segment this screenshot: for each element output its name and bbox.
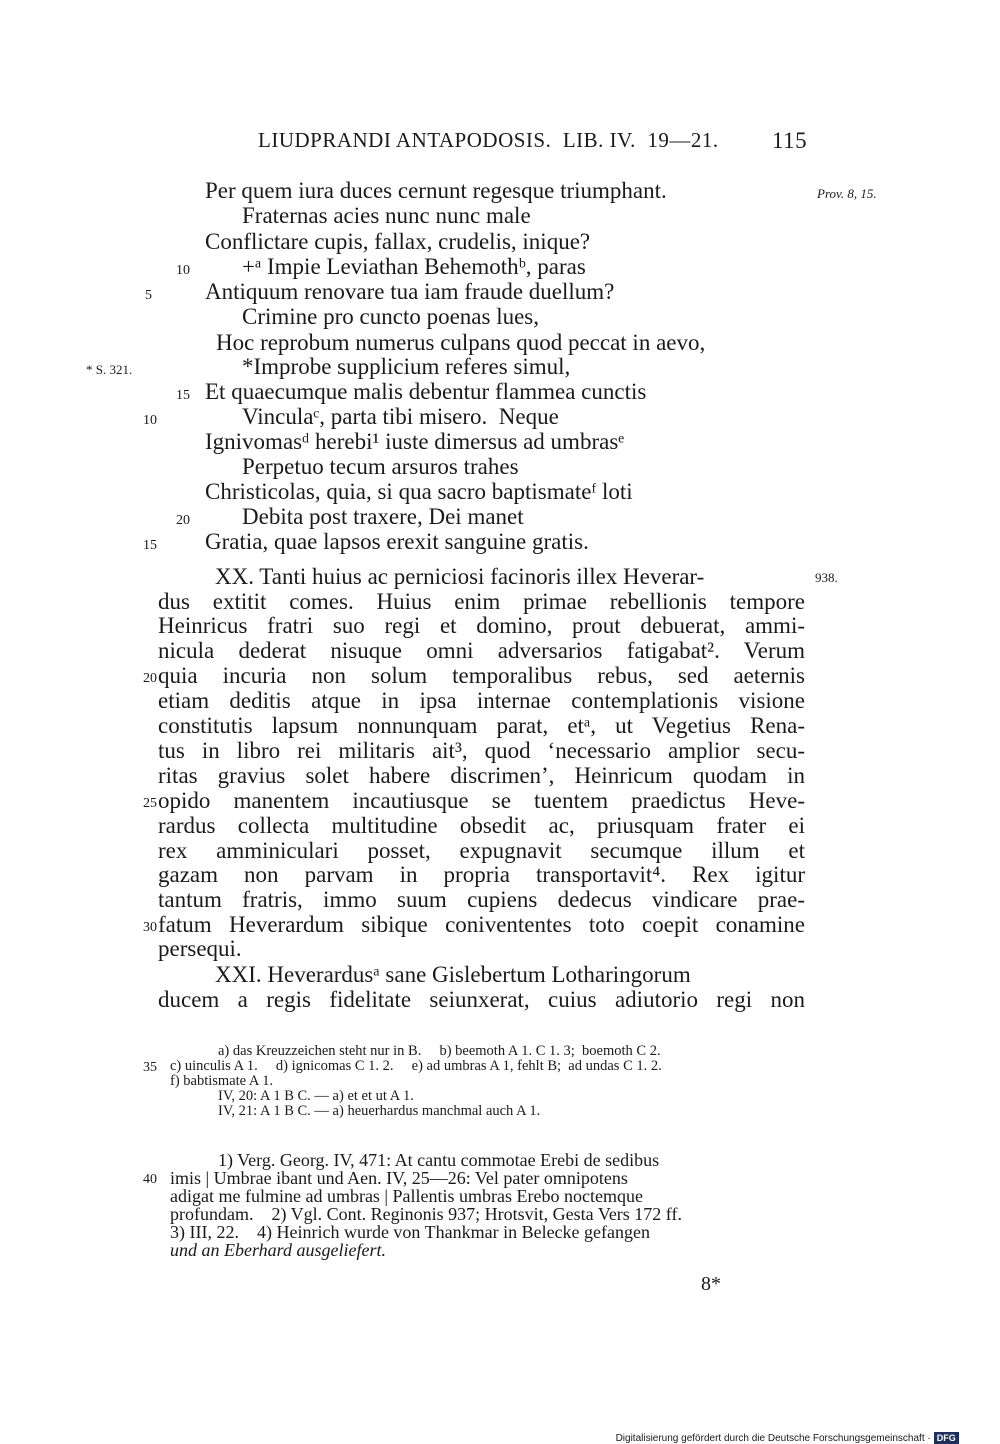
line-number: 25 — [143, 796, 157, 811]
line-number: 20 — [176, 513, 190, 528]
prose-line: XXI. Heverardusᵃ sane Gislebertum Lotharingorum — [215, 962, 691, 987]
verse-line: Ignivomasᵈ herebi¹ iuste dimersus ad umbrasᵉ — [205, 429, 625, 454]
margin-note-page-ref: * S. 321. — [86, 362, 133, 377]
prose-line: rex amminiculari posset, expugnavit secumque illum et — [158, 838, 805, 863]
prose-line: ritas gravius solet habere discrimen’, Heinricum quodam in — [158, 763, 805, 788]
footnote-line: profundam. 2) Vgl. Cont. Reginonis 937; Hrotsvit, Gesta Vers 172 ff. — [170, 1204, 682, 1224]
footer-text: Digitalisierung gefördert durch die Deutsche Forschungsgemeinschaft · — [615, 1433, 931, 1444]
footer — [610, 1421, 959, 1444]
footnote-line: 1) Verg. Georg. IV, 471: At cantu commotae Erebi de sedibus — [218, 1150, 660, 1170]
apparatus-line: c) uinculis A 1. d) ignicomas C 1. 2. e) ad umbras A 1, fehlt B; ad undas C 1. 2. — [170, 1058, 662, 1074]
apparatus-line: f) babtismate A 1. — [170, 1073, 274, 1089]
prose-line: Heinricus fratri suo regi et domino, prout debuerat, ammi- — [158, 613, 805, 638]
page-number: 115 — [772, 128, 808, 153]
prose-line: XX. Tanti huius ac perniciosi facinoris illex Heverar- — [215, 564, 705, 589]
verse-line: Antiquum renovare tua iam fraude duellum? — [205, 279, 615, 304]
verse-line: Et quaecumque malis debentur flammea cunctis — [205, 379, 647, 404]
line-number: 35 — [143, 1060, 157, 1075]
verse-line: Fraternas acies nunc nunc male — [242, 203, 531, 228]
line-number: 15 — [176, 388, 190, 403]
footnote-line: 3) III, 22. 4) Heinrich wurde von Thankmar in Belecke gefangen — [170, 1222, 650, 1242]
dfg-logo: DFG — [934, 1432, 959, 1444]
verse-line: Crimine pro cuncto poenas lues, — [242, 304, 540, 329]
verse-line: Perpetuo tecum arsuros trahes — [242, 454, 519, 479]
line-number: 5 — [145, 288, 152, 303]
footnote-line: adigat me fulmine ad umbras | Pallentis umbras Erebo noctemque — [170, 1186, 643, 1206]
line-number: 40 — [143, 1172, 157, 1187]
line-number: 10 — [143, 413, 157, 428]
line-number: 20 — [143, 671, 157, 686]
verse-line: +ᵃ Impie Leviathan Behemothᵇ, paras — [242, 254, 586, 279]
prose-line: fatum Heverardum sibique conivententes toto coepit conamine — [158, 912, 805, 937]
verse-line: Per quem iura duces cernunt regesque triumphant. — [205, 178, 667, 203]
verse-line: Debita post traxere, Dei manet — [242, 504, 524, 529]
prose-line: constitutis lapsum nonnunquam parat, etᵃ, ut Vegetius Rena- — [158, 713, 805, 738]
prose-line: dus extitit comes. Huius enim primae rebellionis tempore — [158, 589, 805, 614]
line-number: 10 — [176, 263, 190, 278]
signature-mark: 8* — [701, 1273, 721, 1295]
line-number: 15 — [143, 538, 157, 553]
running-title: LIUDPRANDI ANTAPODOSIS. LIB. IV. 19—21. — [258, 128, 719, 152]
prose-line: rardus collecta multitudine obsedit ac, priusquam frater ei — [158, 813, 805, 838]
verse-line: Hoc reprobum numerus culpans quod peccat in aevo, — [216, 330, 706, 355]
margin-note-prov: Prov. 8, 15. — [817, 186, 877, 201]
verse-line: *Improbe supplicium referes simul, — [242, 354, 571, 379]
prose-line: tus in libro rei militaris ait³, quod ‘necessario amplior secu- — [158, 738, 805, 763]
verse-line: Christicolas, quia, si qua sacro baptismateᶠ loti — [205, 479, 633, 504]
line-number: 30 — [143, 920, 157, 935]
verse-line: Gratia, quae lapsos erexit sanguine gratis. — [205, 529, 589, 554]
apparatus-line: a) das Kreuzzeichen steht nur in B. b) beemoth A 1. C 1. 3; boemoth C 2. — [218, 1043, 661, 1059]
apparatus-line: IV, 20: A 1 B C. — a) et et ut A 1. — [218, 1088, 414, 1104]
apparatus-line: IV, 21: A 1 B C. — a) heuerhardus manchmal auch A 1. — [218, 1103, 541, 1119]
prose-line: ducem a regis fidelitate seiunxerat, cuius adiutorio regi non — [158, 987, 805, 1012]
prose-line: nicula dederat nisuque omni adversarios fatigabat². Verum — [158, 638, 805, 663]
margin-note-year: 938. — [815, 570, 838, 585]
footnote-line: und an Eberhard ausgeliefert. — [170, 1240, 386, 1260]
prose-line: tantum fratris, immo suum cupiens dedecus vindicare prae- — [158, 887, 805, 912]
footnote-line: imis | Umbrae ibant und Aen. IV, 25—26: Vel pater omnipotens — [170, 1168, 628, 1188]
prose-line: gazam non parvam in propria transportavit⁴. Rex igitur — [158, 862, 805, 887]
prose-line: quia incuria non solum temporalibus rebus, sed aeternis — [158, 663, 805, 688]
verse-line: Vinculaᶜ, parta tibi misero. Neque — [242, 404, 559, 429]
prose-line: persequi. — [158, 936, 242, 961]
verse-line: Conflictare cupis, fallax, crudelis, inique? — [205, 229, 591, 254]
prose-line: opido manentem incautiusque se tuentem praedictus Heve- — [158, 788, 805, 813]
prose-line: etiam deditis atque in ipsa internae contemplationis visione — [158, 688, 805, 713]
